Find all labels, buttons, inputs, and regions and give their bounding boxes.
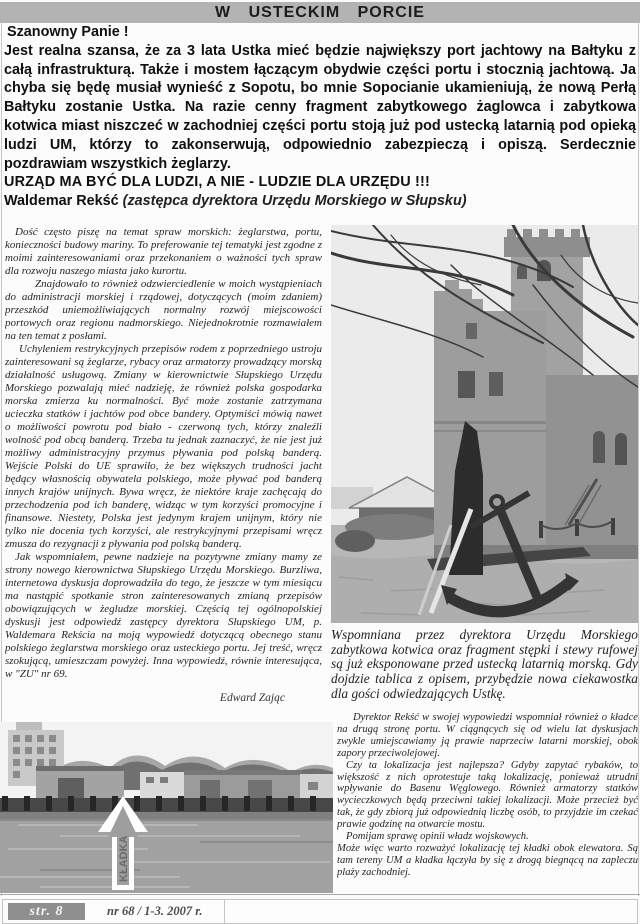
article-paragraph: Dyrektor Rekść w swojej wypowiedzi wspomniał również o kładce na drugą stronę portu. W ciągnących się od wielu lat dyskusjach zwykle umiejscawiamy ją prawie naprzeciw latarni morskiej, obok zapory przeciwolejowej. (337, 712, 638, 759)
article-paragraph: Znajdowało to również odzwierciedlenie w moich wystąpieniach do administracji morskiej i rządowej, dotyczących (moim zdaniem) przeszkód uniemożliwiających normalny rozwój miejscowości portowych oraz regionu nadmorskiego. Niejednokrotnie rozmawiałem na ten temat z posłami. (5, 278, 322, 342)
article-paragraph: Może więc warto rozważyć lokalizację tej kładki obok elewatora. Są tam tereny UM a kładka łączyła by się z drogą biegnącą na zapleczu plaży zachodniej. (337, 842, 638, 878)
article-paragraph: Uchyleniem restrykcyjnych przepisów rodem z poprzedniego ustroju zainteresowani są żeglarze, rybacy oraz armatorzy prowadzący morską działalność usługową. Zmiany w kierownictwie Słupskiego Urzędu Morskiego pozwalają mieć nadzieję, że również polska gospodarka morska zmierza ku normalności. Być może zostanie zatrzymana ucieczka statków i jachtów pod obce bandery. Optymiści mówią nawet o możliwości powrotu pod biało - czerwoną tych, którzy znaleźli wolność pod obcą banderą. Trzeba tu jednak zaznaczyć, że nie jest już możliwy administracyjny przymus pływania pod polską banderą. Wejście Polski do UE sprawiło, że bez większych trudności jacht będący własnością obywatela polskiego, może pływać pod banderą innych krajów unijnych. Bywa wręcz, że niektóre kraje zachęcają do przechodzenia pod ich banderę, widząc w tym korzyści promocyjne i finansowe. Niestety, Polska jest jedynym krajem unijnym, który nie tylko nie docenia tych korzyści, ale restrykcyjnymi przepisami wręcz zmusza do rezygnacji z pływania pod polską banderą. (5, 343, 322, 550)
page-number-badge: str. 8 (8, 903, 85, 920)
quay-pilings (2, 796, 316, 811)
letter-byline (4, 192, 636, 211)
article-paragraph: Czy ta lokalizacja jest najlepsza? Gdyby zapytać rybaków, to większość z nich oprotestuje taką lokalizację, ponieważ utrudni wpływanie do Basenu Węglowego. Również armatorzy statków wycieczkowych będą przeciwni takiej lokalizacji. Może przecież być tak, że gdy zbiorą już odpowiednią liczbę osób, to przyjdzie im czekać prawie godzinę na otwarcie mostu. (337, 759, 638, 831)
author-role: (zastępca dyrektora Urzędu Morskiego w Słupsku) (122, 193, 467, 210)
letter-slogan: URZĄD MA BYĆ DLA LUDZI, A NIE - LUDZIE DLA URZĘDU !!! (4, 174, 431, 191)
willow-stump (335, 530, 375, 552)
letter-intro (4, 23, 636, 215)
footer-left-cell (3, 900, 225, 923)
water (0, 812, 333, 893)
page-footer (2, 899, 638, 924)
article-right-column (337, 712, 638, 894)
lighthouse-illustration (331, 225, 638, 623)
scan-edge-right (638, 2, 639, 896)
lighthouse-photo (331, 225, 638, 623)
section-header (0, 2, 640, 23)
footer-divider (0, 894, 640, 895)
harbor-illustration (0, 722, 333, 893)
issue-label: nr 68 / 1-3. 2007 r. (107, 904, 203, 918)
article-paragraph: Pomijam sprawę opinii władz wojskowych. (346, 831, 529, 843)
article-paragraph: Dość często piszę na temat spraw morskich: żeglarstwa, portu, konieczności budowy mariny. To preferowanie tej tematyki jest zgodne z moimi zainteresowaniami oraz przekonaniem o ważności tych spraw dla rozwoju naszego miasta jako kurortu. (5, 226, 322, 277)
harbor-photo (0, 722, 333, 893)
page-title: W USTECKIM PORCIE (215, 4, 425, 21)
photo-caption: Wspomniana przez dyrektora Urzędu Morskiego zabytkowa kotwica oraz fragment stępki i stewy rufowej są już eksponowane przed ustecką latarnią morską. Gdy dojdzie tablica z opisem, przybędzie nowa ciekawostka dla gości odwiedzających Ustkę. (331, 627, 638, 701)
article-paragraph: Jak wspomniałem, pewne nadzieje na pozytywne zmiany mamy ze strony nowego kierownictwa Słupskiego Urzędu Morskiego. Burzliwa, internetowa dyskusja doprowadziła do tego, że jeszcze w tym miesiącu ma nastąpić spotkanie stron zainteresowanych zmianą przepisów obowiązujących w żegludze morskiej. Częścią tej ogólnopolskiej dyskusji jest odpowiedź zastępcy dyrektora Słupskiego UM, p. Waldemara Rekścia na moją wypowiedź dotyczącą obecnego stanu polskiego żeglarstwa morskiego oraz usteckiego portu. Jej treść, wręcz szokującą, umieszczam powyżej. Inna wypowiedź, równie interesująca, w "ZU" nr 69. (5, 551, 322, 680)
letter-body: Jest realna szansa, że za 3 lata Ustka mieć będzie największy port jachtowy na Bałtyku z całą infrastrukturą. Także i mostem łączącym obydwie części portu i stocznią jachtową. Ja chyba się będę musiał wynieść z Sopotu, bo mnie Sopocianie ukamieniują, że nową Perłą Bałtyku zostanie Ustka. Na razie cenny fragment zabytkowego żaglowca i zabytkowa kotwica miast niszczeć w zachodniej części portu stoją już pod ustecką latarnią pod opieką ludzi UM, którzy to zakonserwują, odpowiednio zabezpieczą i opiszą. Serdecznie pozdrawiam wszystkich żeglarzy. (4, 42, 636, 172)
article-left-column (5, 226, 322, 688)
letter-salutation: Szanowny Panie ! (7, 24, 129, 40)
white-building (140, 772, 184, 800)
author-name: Waldemar Rekść (4, 193, 119, 210)
author-signature: Edward Zając (219, 692, 285, 704)
footer-right-cell (225, 900, 637, 923)
kladka-arrow-label: KŁADKA (118, 835, 130, 882)
